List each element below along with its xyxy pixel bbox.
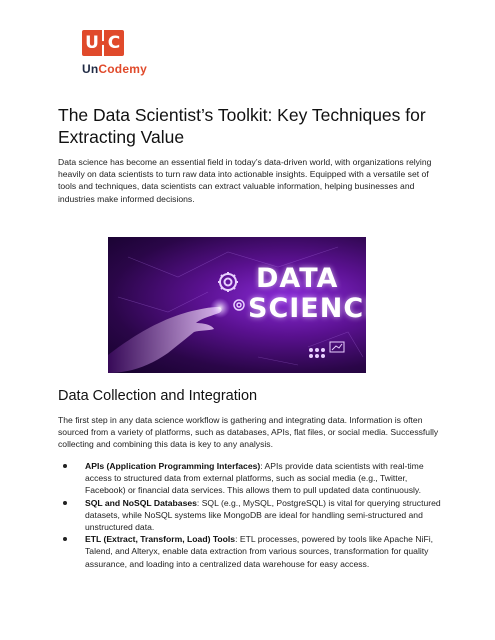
hand-illustration	[108, 307, 222, 373]
logo-wordmark-accent: Codemy	[98, 62, 147, 76]
section-paragraph: The first step in any data science workflow is gathering and integrating data. Information is often sourced from a variety of platforms, such as databases, APIs, flat files, or social media. Successfully collecting and combining this data is key to any analysis.	[58, 415, 439, 450]
technique-list	[58, 460, 444, 570]
list-item-text: : APIs provide data scientists with real-time access to structured data from external platforms, such as social media (e.g., Twitter, Facebook) or financial data services. This allows them to pull updated data continuously.	[85, 461, 424, 496]
logo-mark-u: U	[82, 30, 102, 56]
dots-icon	[309, 348, 325, 358]
hero-word-science: SCIENCE	[248, 293, 384, 324]
section-heading: Data Collection and Integration	[58, 388, 258, 404]
list-item-text: : SQL (e.g., MySQL, PostgreSQL) is vital for querying structured datasets, while NoSQL systems like MongoDB are ideal for handling semi-structured and unstructured data.	[85, 497, 441, 533]
logo-mark	[82, 30, 126, 60]
list-item-text: : ETL processes, powered by tools like Apache NiFi, Talend, and Alteryx, enable data extraction from various sources, transformation for quality assurance, and loading into a centralized data warehouse for easy access.	[85, 534, 434, 569]
gear-icon	[218, 272, 238, 292]
logo-mark-c: C	[104, 30, 124, 56]
list-item-term: SQL and NoSQL Databases	[85, 497, 197, 508]
chart-icon	[330, 342, 344, 352]
list-item	[58, 497, 444, 534]
intro-paragraph: Data science has become an essential field in today’s data-driven world, with organizations relying heavily on data scientists to turn raw data into actionable insights. Equipped with a versatile set of tools and techniques, data scientists can extract valuable information, helping businesses and industries make informed decisions.	[58, 157, 432, 204]
data-science-hero-image	[108, 237, 384, 373]
page-title: The Data Scientist’s Toolkit: Key Techniques for Extracting Value	[58, 105, 426, 147]
list-item	[58, 533, 444, 570]
small-gear-icon	[234, 300, 244, 310]
bullet-icon	[63, 464, 67, 468]
logo-wordmark	[82, 62, 147, 76]
bullet-icon	[63, 537, 67, 541]
list-item	[58, 460, 444, 497]
list-item-term: ETL (Extract, Transform, Load) Tools	[85, 534, 236, 545]
list-item-term: APIs (Application Programming Interfaces)	[85, 461, 261, 471]
uncodemy-logo	[82, 30, 182, 78]
logo-wordmark-part1: Un	[82, 62, 99, 76]
touch-glow	[210, 298, 230, 318]
hero-word-data: DATA	[256, 263, 339, 294]
bullet-icon	[63, 501, 67, 505]
